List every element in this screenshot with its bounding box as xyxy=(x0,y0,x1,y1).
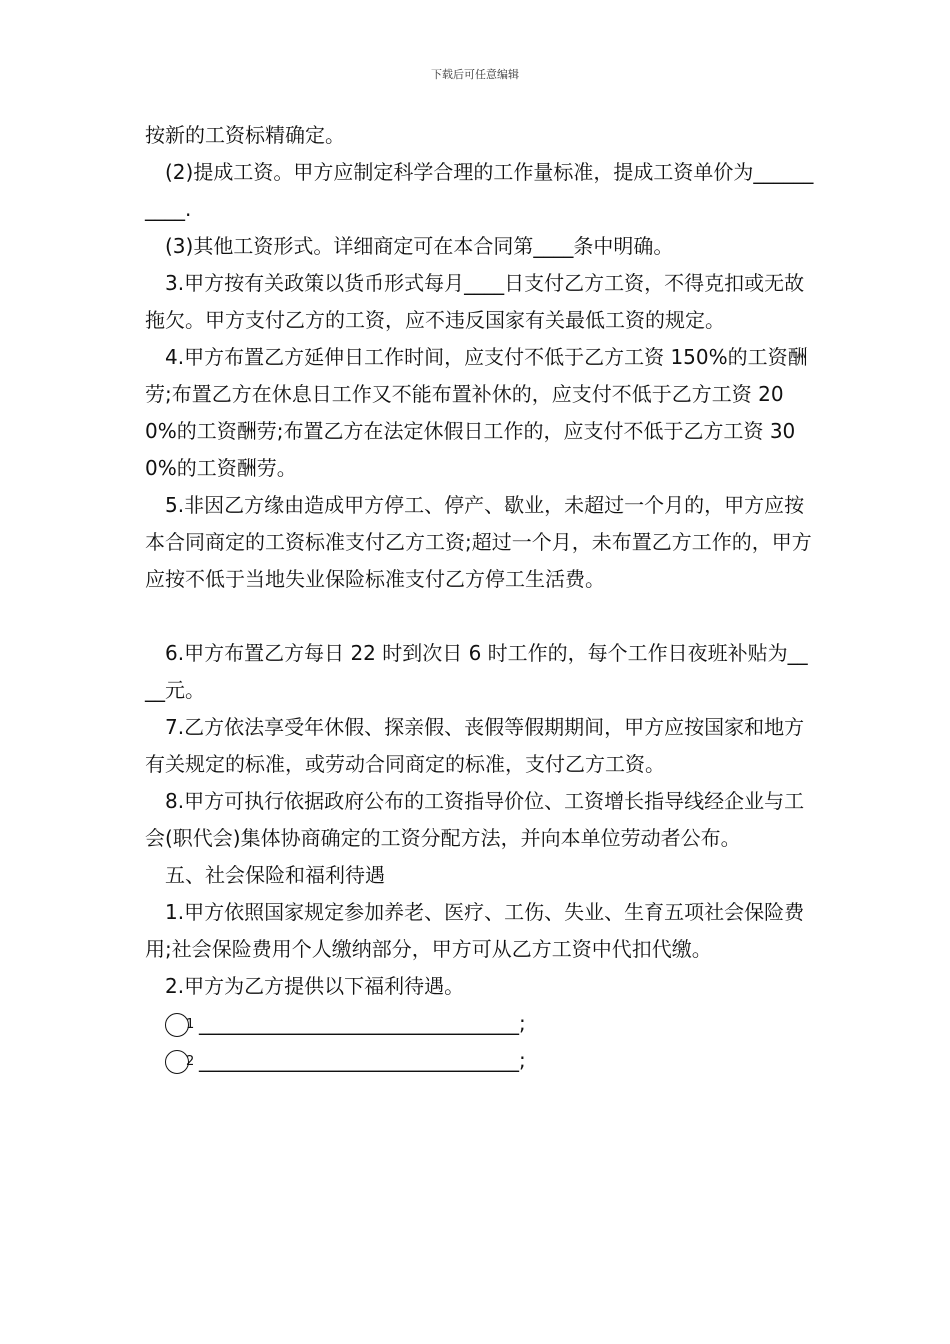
fill-in-line xyxy=(145,1042,815,1079)
section-heading: 五、社会保险和福利待遇 xyxy=(165,863,385,887)
fill-in-line xyxy=(145,1005,815,1042)
paragraph: 8.甲方可执行依据政府公布的工资指导价位、工资增长指导线经企业与工会(职代会)集体协商确定的工资分配方法，并向本单位劳动者公布。 xyxy=(145,789,805,850)
circled-number-marker: 1 xyxy=(165,1013,189,1037)
paragraph: 4.甲方布置乙方延伸日工作时间，应支付不低于乙方工资 150%的工资酬劳;布置乙方在休息日工作又不能布置补休的，应支付不低于乙方工资 200%的工资酬劳;布置乙方在法定休假日工作的，应支付不低于乙方工资 300%的工资酬劳。 xyxy=(145,345,808,480)
page-header: 下载后可任意编辑 xyxy=(431,68,519,81)
paragraph: (3)其他工资形式。详细商定可在本合同第____条中明确。 xyxy=(165,234,674,258)
blank-line xyxy=(145,598,815,635)
circled-number-marker: 2 xyxy=(165,1050,189,1074)
paragraph: 2.甲方为乙方提供以下福利待遇。 xyxy=(165,974,465,998)
paragraph: 3.甲方按有关政策以货币形式每月____日支付乙方工资，不得克扣或无故拖欠。甲方支付乙方的工资，应不违反国家有关最低工资的规定。 xyxy=(145,271,805,332)
paragraph: 按新的工资标精确定。 xyxy=(145,123,345,147)
paragraph: (2)提成工资。甲方应制定科学合理的工作量标准，提成工资单价为__________. xyxy=(145,160,814,221)
paragraph: 1.甲方依照国家规定参加养老、医疗、工伤、失业、生育五项社会保险费用;社会保险费用个人缴纳部分，甲方可从乙方工资中代扣代缴。 xyxy=(145,900,805,961)
paragraph: 5.非因乙方缘由造成甲方停工、停产、歇业，未超过一个月的，甲方应按本合同商定的工资标准支付乙方工资;超过一个月，未布置乙方工作的，甲方应按不低于当地失业保险标准支付乙方停工生活费。 xyxy=(145,493,812,591)
fill-in-blank: ________________________________; xyxy=(199,1011,526,1035)
fill-in-blank: ________________________________; xyxy=(199,1048,526,1072)
paragraph: 7.乙方依法享受年休假、探亲假、丧假等假期期间，甲方应按国家和地方有关规定的标准，或劳动合同商定的标准，支付乙方工资。 xyxy=(145,715,805,776)
paragraph: 6.甲方布置乙方每日 22 时到次日 6 时工作的，每个工作日夜班补贴为____元。 xyxy=(145,641,808,702)
document-body xyxy=(145,117,815,1079)
